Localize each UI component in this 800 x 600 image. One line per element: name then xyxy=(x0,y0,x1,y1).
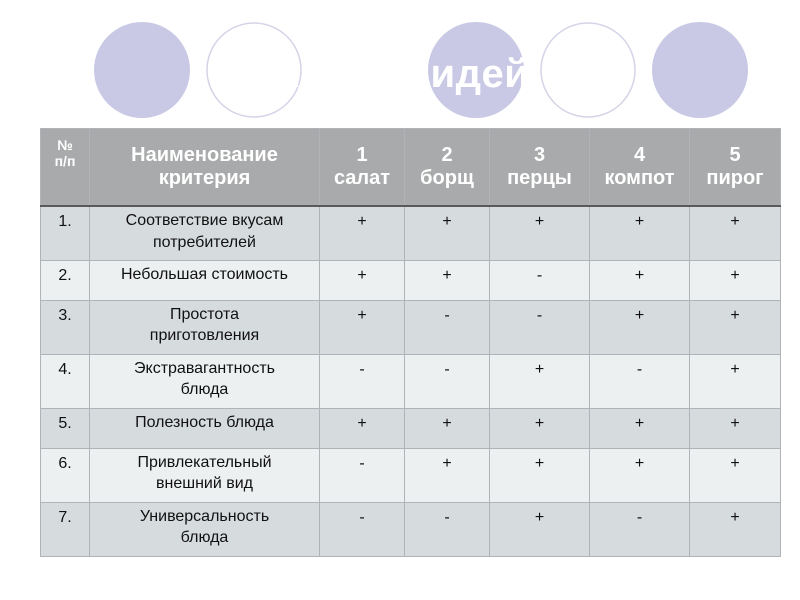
mark-cell: + xyxy=(320,300,405,354)
mark-cell: - xyxy=(490,300,590,354)
header-criterion-line2: критерия xyxy=(158,167,251,189)
mark-cell: + xyxy=(690,408,781,448)
mark-cell: + xyxy=(405,206,490,260)
header-number-line1: № xyxy=(57,137,73,153)
criterion-name-line: Полезность блюда xyxy=(135,413,274,431)
criteria-table xyxy=(40,128,781,557)
criterion-name xyxy=(90,260,320,300)
mark-cell: + xyxy=(590,408,690,448)
row-number: 1. xyxy=(41,206,90,260)
mark-cell: - xyxy=(590,354,690,408)
mark-cell: + xyxy=(690,448,781,502)
mark-cell: + xyxy=(320,260,405,300)
row-number: 2. xyxy=(41,260,90,300)
header-row xyxy=(41,129,781,207)
header-idea-3-number: 3 xyxy=(533,144,546,166)
criterion-name-line: приготовления xyxy=(149,327,260,345)
mark-cell: - xyxy=(320,448,405,502)
mark-cell: + xyxy=(490,206,590,260)
criterion-name-line: Экстравагантность xyxy=(134,359,275,377)
table-row xyxy=(41,354,781,408)
mark-cell: + xyxy=(490,448,590,502)
table-row xyxy=(41,300,781,354)
table-row xyxy=(41,408,781,448)
header-idea-2-label: борщ xyxy=(420,167,474,189)
criterion-name-line: внешний вид xyxy=(156,475,253,493)
mark-cell: + xyxy=(590,206,690,260)
row-number: 6. xyxy=(41,448,90,502)
mark-cell: + xyxy=(690,300,781,354)
header-criterion xyxy=(90,129,320,207)
mark-cell: + xyxy=(320,206,405,260)
table-row xyxy=(41,260,781,300)
mark-cell: + xyxy=(405,448,490,502)
row-number: 3. xyxy=(41,300,90,354)
mark-cell: + xyxy=(590,300,690,354)
criterion-name-line: Соответствие вкусам xyxy=(125,212,284,229)
header-number xyxy=(41,129,90,207)
criterion-name-line: Привлекательный xyxy=(137,453,272,471)
criterion-name-line: блюда xyxy=(180,529,229,547)
row-number: 5. xyxy=(41,408,90,448)
header-criterion-line1: Наименование xyxy=(131,144,278,166)
criterion-name-line: потребителей xyxy=(153,233,256,251)
header-idea-2 xyxy=(405,129,490,207)
header-idea-4-label: компот xyxy=(604,167,675,189)
mark-cell: - xyxy=(320,354,405,408)
mark-cell: + xyxy=(405,260,490,300)
criterion-name xyxy=(90,448,320,502)
mark-cell: + xyxy=(690,502,781,556)
header-number-line2: п/п xyxy=(54,153,76,170)
mark-cell: - xyxy=(320,502,405,556)
mark-cell: - xyxy=(590,502,690,556)
mark-cell: + xyxy=(690,354,781,408)
header-idea-3 xyxy=(490,129,590,207)
slide-title: Анализ идей xyxy=(270,52,530,96)
criterion-name-line: Небольшая стоимость xyxy=(120,265,289,283)
header-idea-5-number: 5 xyxy=(729,144,741,166)
mark-cell: + xyxy=(490,354,590,408)
criterion-name-line: Простота xyxy=(169,305,240,323)
header-idea-1 xyxy=(320,129,405,207)
mark-cell: + xyxy=(690,206,781,260)
criterion-name xyxy=(90,354,320,408)
header-idea-5-label: пирог xyxy=(706,167,764,189)
mark-cell: + xyxy=(320,408,405,448)
row-number: 4. xyxy=(41,354,90,408)
criterion-name-line: блюда xyxy=(180,381,229,399)
header-idea-5 xyxy=(690,129,781,207)
mark-cell: + xyxy=(490,502,590,556)
mark-cell: + xyxy=(590,260,690,300)
mark-cell: - xyxy=(405,502,490,556)
mark-cell: + xyxy=(405,408,490,448)
table-row xyxy=(41,502,781,556)
row-number: 7. xyxy=(41,502,90,556)
mark-cell: + xyxy=(490,408,590,448)
criterion-name xyxy=(90,408,320,448)
mark-cell: + xyxy=(690,260,781,300)
mark-cell: + xyxy=(590,448,690,502)
mark-cell: - xyxy=(490,260,590,300)
table-row xyxy=(41,448,781,502)
header-idea-1-number: 1 xyxy=(356,144,368,166)
header-idea-4-number: 4 xyxy=(633,144,646,166)
criterion-name-line: Универсальность xyxy=(139,507,270,525)
mark-cell: - xyxy=(405,300,490,354)
header-idea-2-number: 2 xyxy=(441,144,453,166)
table-row xyxy=(41,206,781,260)
criterion-name xyxy=(90,300,320,354)
criterion-name xyxy=(90,502,320,556)
header-idea-3-label: перцы xyxy=(507,167,572,189)
mark-cell: - xyxy=(405,354,490,408)
criterion-name xyxy=(90,206,320,260)
header-idea-4 xyxy=(590,129,690,207)
header-idea-1-label: салат xyxy=(333,167,391,189)
